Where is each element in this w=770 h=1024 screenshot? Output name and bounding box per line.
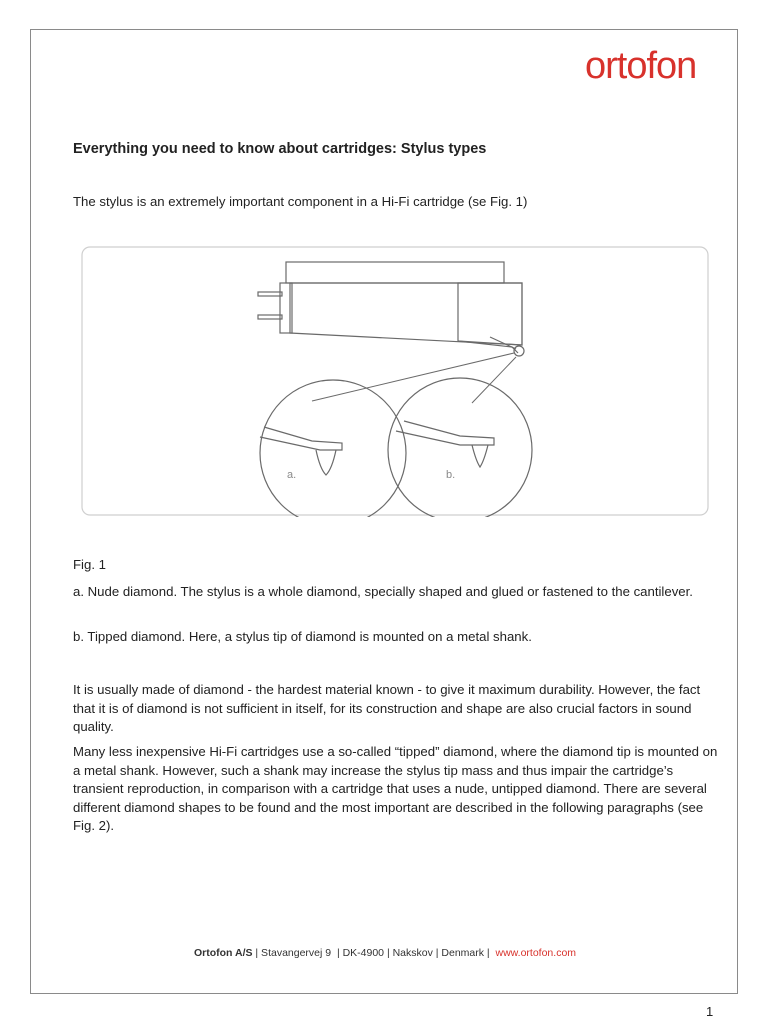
body-paragraph-1: It is usually made of diamond - the hardest material known - to give it maximum durability. However, the fact that it is of diamond is not sufficient in itself, for its construction and shape are also crucial factors in sound quality. [73, 682, 701, 734]
label-b: b. [446, 469, 456, 481]
footer-address: | Stavangervej 9 | DK-4900 | Nakskov | Denmark | [252, 947, 496, 959]
detail-circle-b [388, 378, 532, 517]
page-title: Everything you need to know about cartridges: Stylus types [73, 141, 487, 157]
figure-caption-label: Fig. 1 [73, 557, 106, 572]
caption-a: a. Nude diamond. The stylus is a whole diamond, specially shaped and glued or fastened to the cantilever. [73, 584, 693, 599]
intro-paragraph: The stylus is an extremely important component in a Hi-Fi cartridge (se Fig. 1) [73, 194, 528, 209]
footer-url-link[interactable]: www.ortofon.com [495, 947, 577, 959]
label-a: a. [287, 469, 297, 481]
cartridge-body [258, 262, 522, 353]
footer [0, 947, 770, 959]
page-number: 1 [706, 1004, 714, 1019]
detail-circle-a [260, 380, 406, 517]
figure-1-cartridge-diagram [80, 245, 710, 517]
footer-company: Ortofon A/S [193, 947, 253, 959]
ortofon-logo: ortofon [585, 45, 697, 87]
leader-lines [312, 353, 516, 403]
caption-b: b. Tipped diamond. Here, a stylus tip of diamond is mounted on a metal shank. [73, 629, 532, 644]
body-paragraph-2: Many less inexpensive Hi-Fi cartridges use a so-called “tipped” diamond, where the diamond tip is mounted on a metal shank. However, such a shank may increase the stylus tip mass and thus impair the cartridge’s transient reproduction, in comparison with a cartridge that uses a nude, untipped diamond. There are several different diamond shapes to be found and the most important are described in the following paragraphs (see Fig. 2). [73, 744, 718, 833]
